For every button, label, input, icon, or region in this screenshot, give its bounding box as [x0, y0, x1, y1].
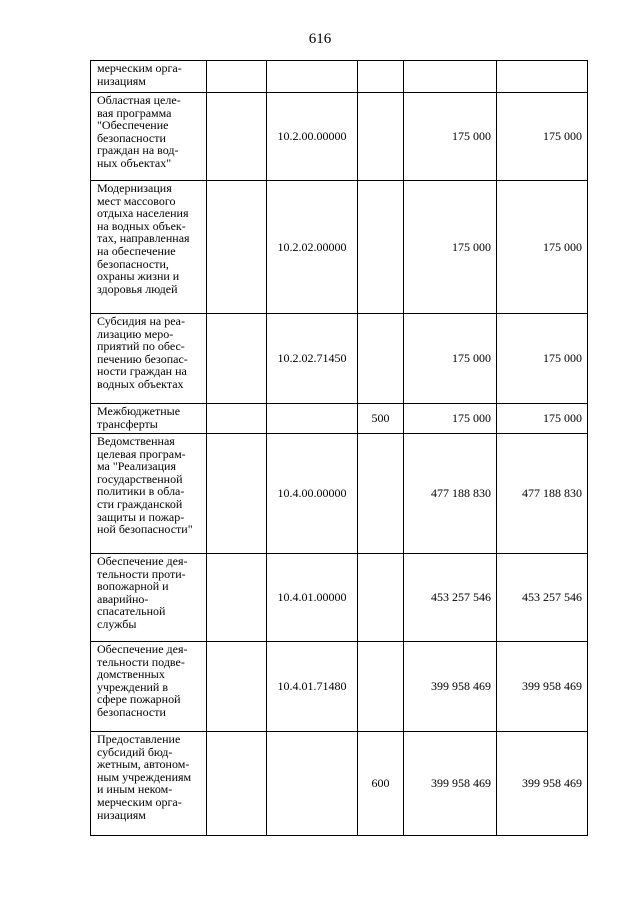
- amount-cell-1: 453 257 546: [404, 554, 497, 642]
- amount-cell-2: [497, 61, 588, 93]
- table-row: [91, 434, 588, 554]
- expense-type-cell: [358, 93, 404, 181]
- table-row: [91, 554, 588, 642]
- amount-cell-1: 175 000: [404, 404, 497, 434]
- row-name-cell: Модернизация мест массового отдыха населения на водных объек- тах, направленная на обеспечение безопасности, охраны жизни и здоровья людей: [91, 181, 207, 314]
- code-cell: 10.4.00.00000: [267, 434, 358, 554]
- amount-cell-2: 175 000: [497, 404, 588, 434]
- amount-cell-2: 453 257 546: [497, 554, 588, 642]
- expense-type-cell: [358, 434, 404, 554]
- row-name-cell: мерческим орга- низациям: [91, 61, 207, 93]
- code-cell: [267, 61, 358, 93]
- table-row: [91, 314, 588, 404]
- empty-cell: [207, 181, 267, 314]
- code-cell: [267, 404, 358, 434]
- amount-cell-2: 399 958 469: [497, 642, 588, 732]
- table-row: [91, 93, 588, 181]
- amount-cell-1: [404, 61, 497, 93]
- amount-cell-1: 399 958 469: [404, 732, 497, 836]
- budget-table: [90, 60, 588, 836]
- code-cell: 10.4.01.00000: [267, 554, 358, 642]
- empty-cell: [207, 61, 267, 93]
- empty-cell: [207, 314, 267, 404]
- empty-cell: [207, 404, 267, 434]
- code-cell: [267, 732, 358, 836]
- row-name-cell: Областная целе- вая программа "Обеспечение безопасности граждан на вод- ных объектах": [91, 93, 207, 181]
- table-row: [91, 732, 588, 836]
- amount-cell-1: 175 000: [404, 93, 497, 181]
- expense-type-cell: [358, 554, 404, 642]
- code-cell: 10.2.02.00000: [267, 181, 358, 314]
- amount-cell-1: 175 000: [404, 314, 497, 404]
- page-number: 616: [308, 31, 332, 47]
- row-name-cell: Обеспечение дея- тельности подве- домственных учреждений в сфере пожарной безопасности: [91, 642, 207, 732]
- table-row: [91, 404, 588, 434]
- amount-cell-2: 477 188 830: [497, 434, 588, 554]
- expense-type-cell: 600: [358, 732, 404, 836]
- code-cell: 10.2.00.00000: [267, 93, 358, 181]
- expense-type-cell: 500: [358, 404, 404, 434]
- empty-cell: [207, 93, 267, 181]
- amount-cell-1: 175 000: [404, 181, 497, 314]
- empty-cell: [207, 434, 267, 554]
- empty-cell: [207, 554, 267, 642]
- row-name-cell: Ведомственная целевая програм- ма "Реализация государственной политики в обла- сти гражданской защиты и пожар- ной безопасности": [91, 434, 207, 554]
- empty-cell: [207, 732, 267, 836]
- amount-cell-1: 477 188 830: [404, 434, 497, 554]
- expense-type-cell: [358, 314, 404, 404]
- empty-cell: [207, 642, 267, 732]
- expense-type-cell: [358, 181, 404, 314]
- row-name-cell: Субсидия на реа- лизацию меро- приятий по обес- печению безопас- ности граждан на водных объектах: [91, 314, 207, 404]
- table-row: [91, 642, 588, 732]
- code-cell: 10.2.02.71450: [267, 314, 358, 404]
- table-row: [91, 61, 588, 93]
- expense-type-cell: [358, 61, 404, 93]
- expense-type-cell: [358, 642, 404, 732]
- table-row: [91, 181, 588, 314]
- amount-cell-1: 399 958 469: [404, 642, 497, 732]
- row-name-cell: Межбюджетные трансферты: [91, 404, 207, 434]
- row-name-cell: Обеспечение дея- тельности проти- вопожарной и аварийно- спасательной службы: [91, 554, 207, 642]
- amount-cell-2: 175 000: [497, 314, 588, 404]
- code-cell: 10.4.01.71480: [267, 642, 358, 732]
- amount-cell-2: 175 000: [497, 93, 588, 181]
- amount-cell-2: 399 958 469: [497, 732, 588, 836]
- amount-cell-2: 175 000: [497, 181, 588, 314]
- row-name-cell: Предоставление субсидий бюд- жетным, автоном- ным учреждениям и иным неком- мерческим орга- низациям: [91, 732, 207, 836]
